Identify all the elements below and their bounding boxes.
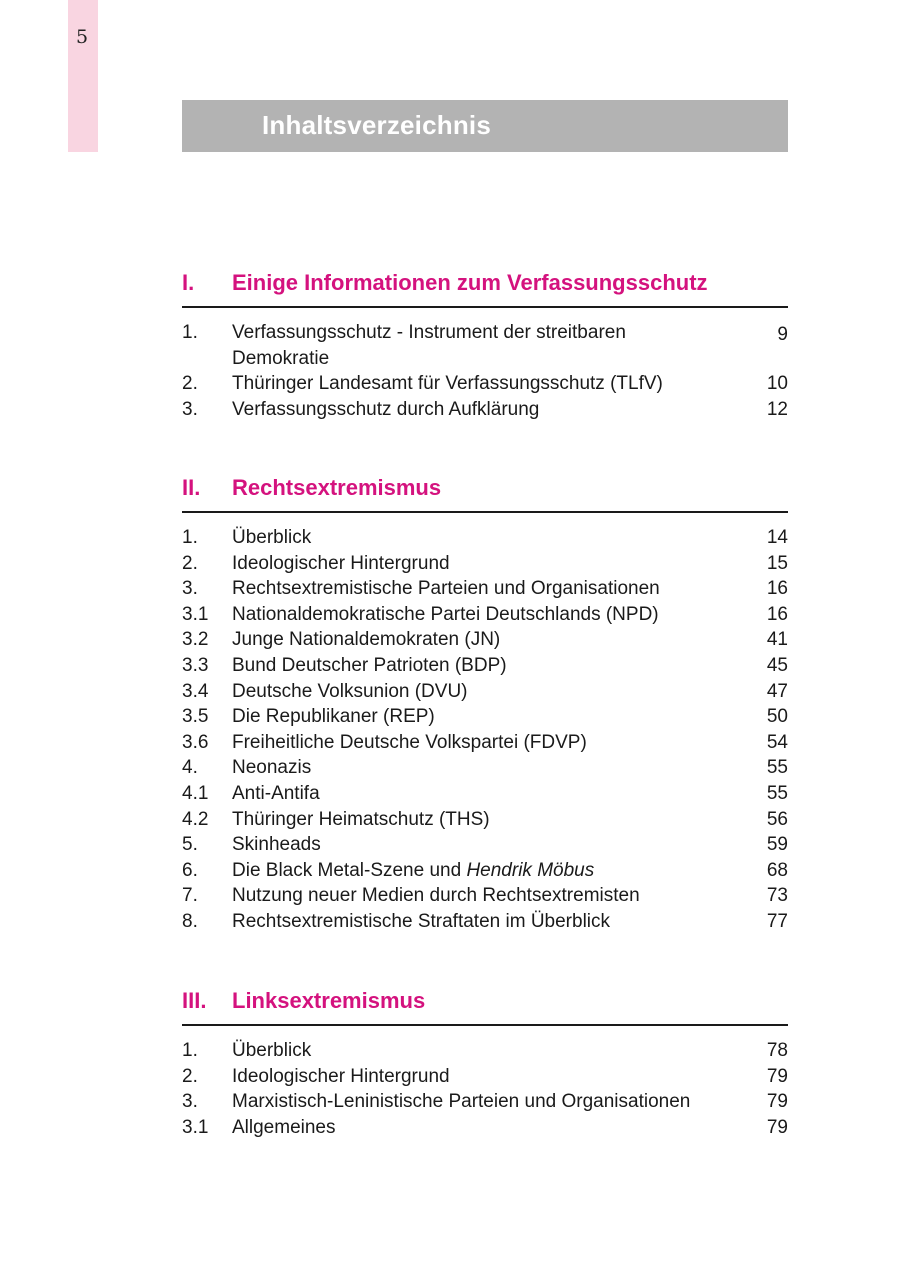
entry-title: Ideologischer Hintergrund bbox=[232, 1065, 450, 1087]
entry-number: 2. bbox=[182, 1065, 198, 1087]
toc-entry[interactable] bbox=[182, 397, 788, 423]
entry-page: 56 bbox=[766, 808, 788, 830]
entry-title: Marxistisch-Leninistische Parteien und Organisationen bbox=[232, 1091, 691, 1113]
entry-title: Nutzung neuer Medien durch Rechtsextremisten bbox=[232, 885, 640, 907]
section-number: II. bbox=[182, 475, 201, 500]
entry-title: Rechtsextremistische Parteien und Organisationen bbox=[232, 578, 660, 600]
section-title: Rechtsextremismus bbox=[232, 475, 442, 500]
entry-title: Verfassungsschutz - Instrument der streitbaren Demokratie bbox=[232, 322, 626, 369]
entry-number: 1. bbox=[182, 1040, 198, 1061]
entry-title: Rechtsextremistische Straftaten im Überblick bbox=[232, 910, 611, 932]
entry-page: 41 bbox=[766, 629, 788, 651]
entry-number: 4.1 bbox=[182, 782, 209, 804]
entry-title: Die Republikaner (REP) bbox=[232, 706, 435, 728]
toc-entry[interactable] bbox=[182, 704, 788, 730]
section-number: III. bbox=[182, 988, 207, 1013]
entry-title: Bund Deutscher Patrioten (BDP) bbox=[232, 654, 507, 676]
entry-page: 79 bbox=[766, 1091, 788, 1113]
toc-entry[interactable] bbox=[182, 883, 788, 909]
entry-title: Überblick bbox=[232, 1040, 312, 1061]
toc-entry[interactable] bbox=[182, 1064, 788, 1090]
section-divider bbox=[182, 511, 788, 513]
toc-entry[interactable] bbox=[182, 781, 788, 807]
entry-page: 45 bbox=[766, 654, 788, 676]
entry-number: 5. bbox=[182, 834, 198, 856]
toc-entry[interactable] bbox=[182, 1089, 788, 1115]
entry-page: 15 bbox=[766, 552, 788, 574]
entry-title: Verfassungsschutz durch Aufklärung bbox=[232, 398, 540, 420]
entry-title: Neonazis bbox=[232, 757, 312, 779]
entry-page: 79 bbox=[766, 1116, 788, 1138]
entry-number: 3.4 bbox=[182, 680, 209, 702]
toc-entry[interactable] bbox=[182, 858, 788, 884]
toc-entry[interactable] bbox=[182, 909, 788, 935]
section-title: Linksextremismus bbox=[232, 988, 426, 1013]
entry-title: Skinheads bbox=[232, 834, 321, 856]
entry-page: 55 bbox=[766, 782, 788, 804]
entry-page: 47 bbox=[766, 680, 788, 702]
entry-number: 3.5 bbox=[182, 706, 209, 728]
section-heading[interactable] bbox=[182, 988, 788, 1024]
entry-number: 3.3 bbox=[182, 654, 209, 676]
entry-number: 3.2 bbox=[182, 629, 209, 651]
entry-number: 6. bbox=[182, 859, 198, 881]
toc-entry[interactable] bbox=[182, 551, 788, 577]
entry-title-italic: Hendrik Möbus bbox=[466, 859, 595, 881]
entry-page: 16 bbox=[766, 603, 788, 625]
entry-page: 54 bbox=[766, 731, 788, 753]
entry-title: Überblick bbox=[232, 527, 312, 548]
toc-entry[interactable] bbox=[182, 602, 788, 628]
toc-entry[interactable] bbox=[182, 1038, 788, 1064]
entry-page: 16 bbox=[766, 578, 788, 600]
toc-entry[interactable] bbox=[182, 1115, 788, 1141]
toc-entry[interactable] bbox=[182, 730, 788, 756]
entry-page: 73 bbox=[766, 885, 788, 907]
entry-title: Freiheitliche Deutsche Volkspartei (FDVP) bbox=[232, 731, 587, 753]
entry-page: 79 bbox=[766, 1065, 788, 1087]
toc-entry[interactable] bbox=[182, 371, 788, 397]
entry-title-group bbox=[232, 858, 758, 884]
entry-page: 77 bbox=[766, 910, 788, 932]
entry-number: 3. bbox=[182, 1091, 198, 1113]
entry-number: 3.1 bbox=[182, 1116, 209, 1138]
page-number: 5 bbox=[76, 26, 89, 48]
title-banner bbox=[182, 100, 788, 152]
entry-number: 3. bbox=[182, 578, 198, 600]
entry-number: 1. bbox=[182, 527, 198, 548]
entry-title: Thüringer Heimatschutz (THS) bbox=[232, 808, 490, 830]
entry-number: 3.1 bbox=[182, 603, 209, 625]
section-heading[interactable] bbox=[182, 475, 788, 511]
section-number: I. bbox=[182, 270, 195, 295]
toc-entry[interactable] bbox=[182, 807, 788, 833]
entry-page: 9 bbox=[777, 324, 788, 345]
toc-entry[interactable] bbox=[182, 320, 788, 371]
entry-number: 1. bbox=[182, 322, 198, 343]
entry-page: 68 bbox=[766, 859, 788, 881]
entry-page: 50 bbox=[766, 706, 788, 728]
entry-number: 4.2 bbox=[182, 808, 209, 830]
entry-number: 3. bbox=[182, 398, 198, 420]
entry-title: Nationaldemokratische Partei Deutschlands (NPD) bbox=[232, 603, 659, 625]
page-title: Inhaltsverzeichnis bbox=[262, 110, 492, 140]
entry-title: Anti-Antifa bbox=[232, 782, 320, 804]
entry-page: 78 bbox=[766, 1040, 788, 1061]
entry-number: 2. bbox=[182, 552, 198, 574]
entry-number: 7. bbox=[182, 885, 198, 907]
toc-entry[interactable] bbox=[182, 832, 788, 858]
entry-number: 8. bbox=[182, 910, 198, 932]
section-divider bbox=[182, 1024, 788, 1026]
entry-page: 14 bbox=[766, 527, 788, 548]
toc-entry[interactable] bbox=[182, 755, 788, 781]
toc-entry[interactable] bbox=[182, 525, 788, 551]
toc-section-1 bbox=[182, 270, 788, 422]
toc-section-3 bbox=[182, 988, 788, 1140]
toc-entry[interactable] bbox=[182, 627, 788, 653]
toc-entry[interactable] bbox=[182, 653, 788, 679]
entry-title: Deutsche Volksunion (DVU) bbox=[232, 680, 468, 702]
entry-number: 2. bbox=[182, 373, 198, 395]
toc-section-2 bbox=[182, 475, 788, 935]
section-title: Einige Informationen zum Verfassungsschutz bbox=[232, 270, 708, 295]
entry-title: Ideologischer Hintergrund bbox=[232, 552, 450, 574]
section-heading[interactable] bbox=[182, 270, 788, 306]
entry-page: 55 bbox=[766, 757, 788, 779]
toc-entry[interactable] bbox=[182, 679, 788, 705]
page-margin-tab bbox=[68, 0, 98, 152]
entry-number: 3.6 bbox=[182, 731, 209, 753]
entry-page: 10 bbox=[766, 373, 788, 395]
entry-number: 4. bbox=[182, 757, 198, 779]
entry-title: Junge Nationaldemokraten (JN) bbox=[232, 629, 501, 651]
entry-title: Die Black Metal-Szene und bbox=[232, 859, 462, 881]
entry-title: Thüringer Landesamt für Verfassungsschutz (TLfV) bbox=[232, 373, 663, 395]
toc-entry[interactable] bbox=[182, 576, 788, 602]
entry-title: Allgemeines bbox=[232, 1116, 336, 1138]
section-divider bbox=[182, 306, 788, 308]
entry-page: 59 bbox=[766, 834, 788, 856]
entry-page: 12 bbox=[766, 398, 788, 420]
